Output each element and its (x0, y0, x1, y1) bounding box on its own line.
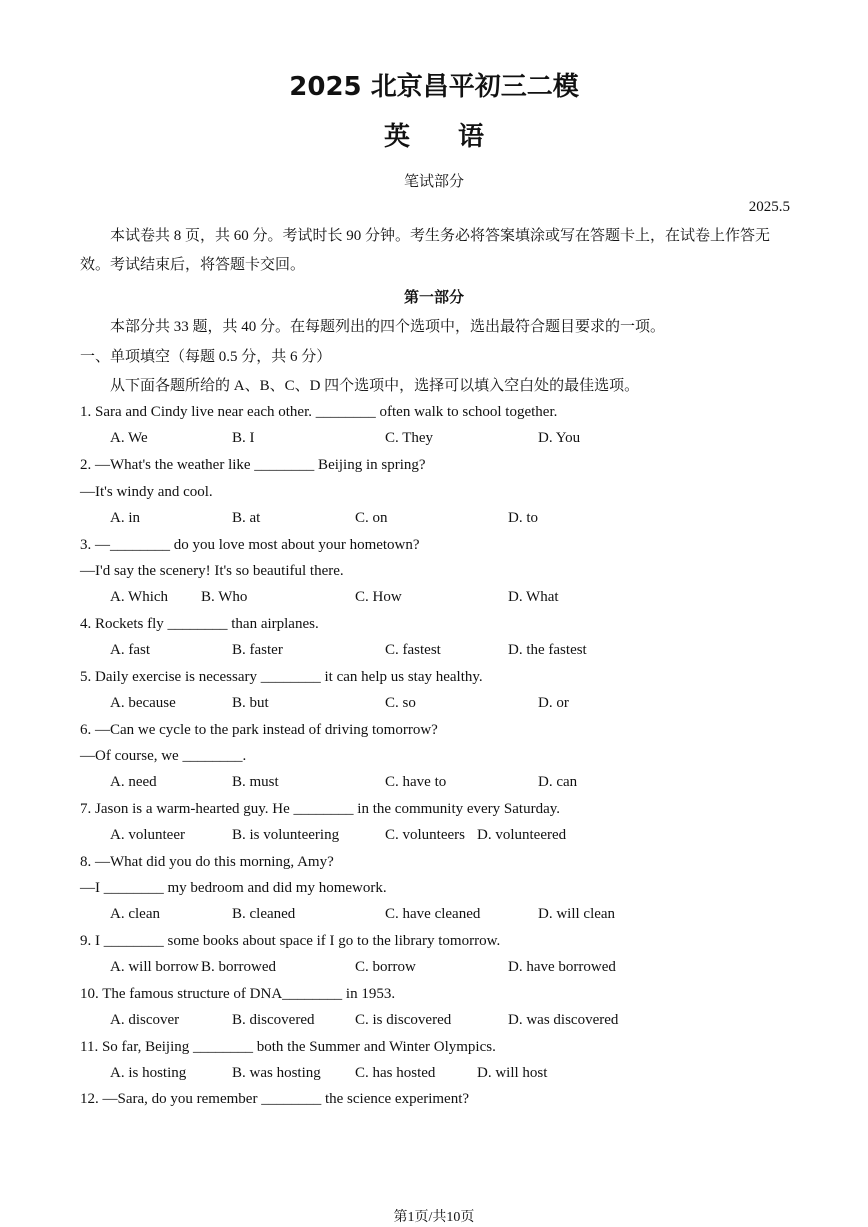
question-stem: 10. The famous structure of DNA________ in 1953. (80, 986, 396, 1002)
part-description: 本部分共 33 题，共 40 分。在每题列出的四个选项中，选出最符合题目要求的一项。 (110, 319, 666, 335)
answer-option-d: D. You (538, 430, 581, 446)
answer-option-c: C. fastest (385, 642, 441, 658)
section-title: 一、单项填空（每题 0.5 分，共 6 分） (80, 349, 332, 365)
answer-option-a: A. clean (110, 906, 160, 922)
exam-date: 2025.5 (748, 199, 790, 215)
answer-option-d: D. have borrowed (508, 959, 616, 975)
page-number: 第1页/共10页 (393, 1210, 475, 1225)
answer-option-b: B. discovered (232, 1012, 315, 1028)
question-stem: 12. —Sara, do you remember ________ the science experiment? (80, 1091, 470, 1107)
answer-option-c: C. have cleaned (385, 906, 481, 922)
answer-option-d: D. volunteered (477, 827, 567, 843)
answer-option-a: A. fast (110, 642, 150, 658)
answer-option-b: B. was hosting (232, 1065, 321, 1081)
answer-option-b: B. Who (201, 589, 248, 605)
question-stem: 2. —What's the weather like ________ Beijing in spring? (80, 457, 426, 473)
answer-option-a: A. because (110, 695, 176, 711)
answer-option-c: C. on (355, 510, 388, 526)
question-dialogue-line: —Of course, we ________. (80, 748, 247, 764)
section-label: 笔试部分 (403, 174, 464, 190)
question-stem: 7. Jason is a warm-hearted guy. He ________ in the community every Saturday. (80, 801, 561, 817)
answer-option-d: D. was discovered (508, 1012, 619, 1028)
answer-option-b: B. faster (232, 642, 283, 658)
answer-option-a: A. Which (110, 589, 169, 605)
question-stem: 5. Daily exercise is necessary ________ it can help us stay healthy. (80, 669, 483, 685)
answer-option-b: B. but (232, 695, 269, 711)
section-instruction: 从下面各题所给的 A、B、C、D 四个选项中，选择可以填入空白处的最佳选项。 (110, 378, 640, 394)
answer-option-c: C. has hosted (355, 1065, 436, 1081)
question-stem: 3. —________ do you love most about your hometown? (80, 537, 420, 553)
question-stem: 8. —What did you do this morning, Amy? (80, 854, 334, 870)
answer-option-c: C. so (385, 695, 416, 711)
answer-option-b: B. I (232, 430, 255, 446)
question-dialogue-line: —I'd say the scenery! It's so beautiful there. (80, 563, 344, 579)
answer-option-b: B. must (232, 774, 279, 790)
question-stem: 9. I ________ some books about space if I go to the library tomorrow. (80, 933, 501, 949)
answer-option-d: D. will clean (538, 906, 616, 922)
question-stem: 6. —Can we cycle to the park instead of driving tomorrow? (80, 722, 438, 738)
question-stem: 1. Sara and Cindy live near each other. ________ often walk to school together. (80, 404, 558, 420)
answer-option-a: A. in (110, 510, 140, 526)
answer-option-a: A. is hosting (110, 1065, 187, 1081)
answer-option-d: D. What (508, 589, 559, 605)
answer-option-d: D. will host (477, 1065, 548, 1081)
question-dialogue-line: —I ________ my bedroom and did my homework. (80, 880, 387, 896)
exam-title: 2025 北京昌平初三二模 (289, 72, 579, 102)
exam-instructions: 本试卷共 8 页，共 60 分。考试时长 90 分钟。考生务必将答案填涂或写在答题卡上，在试卷上作答无效。考试结束后，将答题卡交回。 (80, 228, 771, 273)
answer-option-a: A. discover (110, 1012, 180, 1028)
answer-option-b: B. cleaned (232, 906, 296, 922)
answer-option-d: D. the fastest (508, 642, 587, 658)
part-title: 第一部分 (403, 290, 464, 306)
answer-option-b: B. at (232, 510, 261, 526)
subject-title: 英语 (383, 122, 532, 152)
answer-option-c: C. How (355, 589, 402, 605)
answer-option-d: D. can (538, 774, 578, 790)
answer-option-a: A. volunteer (110, 827, 185, 843)
answer-option-d: D. or (538, 695, 569, 711)
answer-option-a: A. need (110, 774, 157, 790)
answer-option-c: C. borrow (355, 959, 416, 975)
question-stem: 11. So far, Beijing ________ both the Summer and Winter Olympics. (80, 1039, 496, 1055)
answer-option-d: D. to (508, 510, 538, 526)
answer-option-c: C. have to (385, 774, 447, 790)
answer-option-c: C. They (385, 430, 434, 446)
question-stem: 4. Rockets fly ________ than airplanes. (80, 616, 319, 632)
answer-option-b: B. borrowed (201, 959, 276, 975)
answer-option-a: A. will borrow (110, 959, 199, 975)
question-dialogue-line: —It's windy and cool. (80, 484, 213, 500)
answer-option-c: C. volunteers (385, 827, 465, 843)
answer-option-b: B. is volunteering (232, 827, 340, 843)
answer-option-c: C. is discovered (355, 1012, 452, 1028)
answer-option-a: A. We (110, 430, 148, 446)
